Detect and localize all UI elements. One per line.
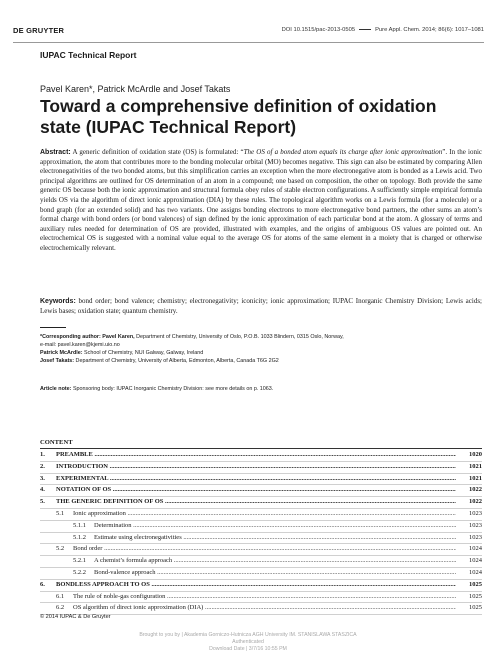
article-note-label: Article note: [40, 386, 72, 392]
toc-entry-page: 1020 [469, 451, 482, 458]
toc-entry[interactable] [40, 533, 482, 545]
takats-affiliation [40, 357, 482, 365]
toc-entry-page: 1024 [469, 568, 482, 576]
header-dash [359, 29, 371, 30]
toc-rule [40, 448, 482, 449]
abstract-label: Abstract: [40, 149, 71, 156]
article-note [40, 385, 273, 393]
toc-entry[interactable] [40, 474, 482, 486]
toc-entry[interactable] [40, 580, 482, 592]
toc-entry-page: 1021 [469, 474, 482, 482]
toc-entry-number: 1. [40, 451, 45, 458]
toc-entry-number: 5.1 [56, 509, 65, 517]
abstract [40, 148, 482, 254]
toc-entry-title: Ionic approximation ..... [73, 509, 456, 520]
toc-entry[interactable] [40, 521, 482, 533]
toc-entry-number: 5.2.2 [73, 568, 86, 576]
toc-entry-number: 5.1.1 [73, 521, 86, 529]
toc-entry-page: 1025 [469, 604, 482, 612]
toc-entry[interactable] [40, 568, 482, 580]
toc-entry-title: BONDLESS APPROACH TO OS ..... [56, 580, 456, 591]
toc-entry[interactable] [40, 462, 482, 474]
toc-entry-page: 1025 [469, 592, 482, 600]
toc-entry-page: 1022 [469, 486, 482, 494]
author-list: Pavel Karen*, Patrick McArdle and Josef Takats [40, 84, 231, 94]
takats-address: Department of Chemistry, University of Alberta, Edmonton, Alberta, Canada T6G 2G2 [74, 358, 279, 364]
toc-entry-page: 1023 [469, 509, 482, 517]
toc-entry-page: 1024 [469, 557, 482, 565]
abstract-text-1: A generic definition of oxidation state (OS) is formulated: “ [70, 148, 244, 156]
toc-entry-title: PREAMBLE ..... [56, 450, 456, 461]
toc-entry[interactable] [40, 544, 482, 556]
toc-entry-number: 3. [40, 474, 45, 482]
keywords-text: bond order; bond valence; chemistry; electronegativity; iconicity; ionic approximation; IUPAC Inorganic Chemistry Division; Lewis acids; Lewis bases; oxidation state; quantum chemistry. [40, 297, 482, 315]
keywords-label: Keywords: [40, 298, 76, 305]
toc-entry-page: 1024 [469, 545, 482, 553]
toc-entry-page: 1023 [469, 533, 482, 541]
toc-entry-number: 4. [40, 486, 45, 494]
corresponding-author-label: *Corresponding author: Pavel Karen, [40, 334, 135, 340]
watermark-line-3: Download Date | 3/7/16 10:55 PM [209, 646, 287, 652]
toc-title: CONTENT [40, 439, 73, 446]
watermark-line-1: Brought to you by | Akademia Gorniczo-Hutnicza AGH University IM. STANISLAWA STASZICA [139, 632, 357, 638]
toc-entry-title: Determination ..... [94, 521, 456, 532]
watermark-line-2: Authenticated [232, 639, 264, 645]
doi-line [282, 27, 484, 33]
toc-entry-title: Estimate using electronegativities ..... [94, 533, 456, 544]
toc-entry-number: 6. [40, 580, 45, 588]
toc-entry-title: The rule of noble-gas configuration ..... [73, 592, 456, 603]
table-of-contents [40, 450, 482, 615]
toc-entry-title: Bond order ..... [73, 544, 456, 555]
affiliations [40, 333, 482, 365]
abstract-definition-quote: The OS of a bonded atom equals its charge after ionic approximation [243, 148, 443, 156]
publisher-name: DE GRUYTER [13, 26, 65, 35]
toc-entry-page: 1025 [469, 580, 482, 588]
header-rule [13, 42, 484, 43]
footnote-rule [40, 327, 66, 328]
mcardle-label: Patrick McArdle: [40, 350, 83, 356]
doi[interactable]: DOI 10.1515/pac-2013-0505 [281, 27, 356, 33]
keywords [40, 297, 482, 316]
toc-entry-number: 5.2 [56, 545, 65, 553]
takats-label: Josef Takats: [40, 358, 75, 364]
toc-entry-number: 5.2.1 [73, 557, 86, 565]
toc-entry[interactable] [40, 497, 482, 509]
toc-entry-number: 5. [40, 498, 45, 506]
page-header [13, 26, 484, 38]
toc-entry-title: EXPERIMENTAL ..... [56, 474, 456, 485]
toc-entry-number: 6.1 [56, 592, 65, 600]
toc-entry[interactable] [40, 556, 482, 568]
corresponding-author-email[interactable]: e-mail: pavel.karen@kjemi.uio.no [40, 342, 120, 348]
abstract-text-2: ”. In the ionic approximation, the atom that contributes more to the bonding molecular orbital (MO) becomes negative. This sign can also be estimated by comparing Allen electronegativities of the two bonded atoms, but this simplification carries an exception when the more electronegative atom is bonded as a Lewis acid. Two principal algorithms are outlined for OS determination of an atom in a compound; one based on composition, the other on topology. Both provide the same generic OS because both the ionic approximation and structural formula obey rules of stable electron configurations. A sufficiently simple empirical formula yields OS via the algorithm of direct ionic approximation (DIA) by these rules. The topological algorithm works on a Lewis formula (for a molecule) or a bond graph (for an extended solid) and has two variants. One assigns bonding electrons to more electronegative bond partners, the other sums an atom’s formal charge with bond orders (or bond valences) of sign defined by the ionic approximation of each particular bond at the atom. A glossary of terms and auxiliary rules needed for determination of OS are provided, illustrated with examples, and the origins of ambiguous OS values are pointed out. An electrochemical OS is suggested with a nominal value equal to the average OS for atoms of the same element in a moiety that is charged or otherwise electrochemically relevant. [40, 148, 482, 252]
toc-entry[interactable] [40, 485, 482, 497]
journal-ref: Pure Appl. Chem. 2014; 86(6): 1017–1081 [375, 27, 484, 33]
mcardle-affiliation [40, 349, 482, 357]
toc-entry-number: 5.1.2 [73, 533, 86, 541]
toc-entry[interactable] [40, 509, 482, 521]
toc-entry-page: 1021 [469, 462, 482, 470]
toc-entry-title: INTRODUCTION ..... [56, 462, 456, 473]
toc-entry-title: Bond-valence approach ..... [94, 568, 456, 579]
toc-entry-number: 2. [40, 462, 45, 470]
series-label: IUPAC Technical Report [40, 50, 137, 60]
toc-entry[interactable] [40, 592, 482, 604]
toc-entry-page: 1022 [469, 498, 482, 506]
corresponding-author-address: Department of Chemistry, University of Oslo, P.O.B. 1033 Blindern, 0315 Oslo, Norway, [134, 334, 344, 340]
toc-entry-title: THE GENERIC DEFINITION OF OS ..... [56, 497, 456, 508]
corresponding-author-line [40, 333, 482, 341]
toc-entry[interactable] [40, 450, 482, 462]
toc-entry-title: A chemist’s formula approach ..... [94, 556, 456, 567]
toc-entry-page: 1023 [469, 521, 482, 529]
toc-entry-number: 6.2 [56, 604, 65, 612]
copyright: © 2014 IUPAC & De Gruyter [40, 614, 111, 620]
toc-entry-title: OS algorithm of direct ionic approximation (DIA) ..... [73, 603, 456, 614]
article-title: Toward a comprehensive definition of oxidation state (IUPAC Technical Report) [40, 96, 437, 137]
toc-entry-title: NOTATION OF OS ..... [56, 485, 456, 496]
mcardle-address: School of Chemistry, NUI Galway, Galway, Ireland [82, 350, 204, 356]
article-note-text[interactable]: Sponsoring body: IUPAC Inorganic Chemistry Division: see more details on p. 1063. [71, 386, 274, 392]
